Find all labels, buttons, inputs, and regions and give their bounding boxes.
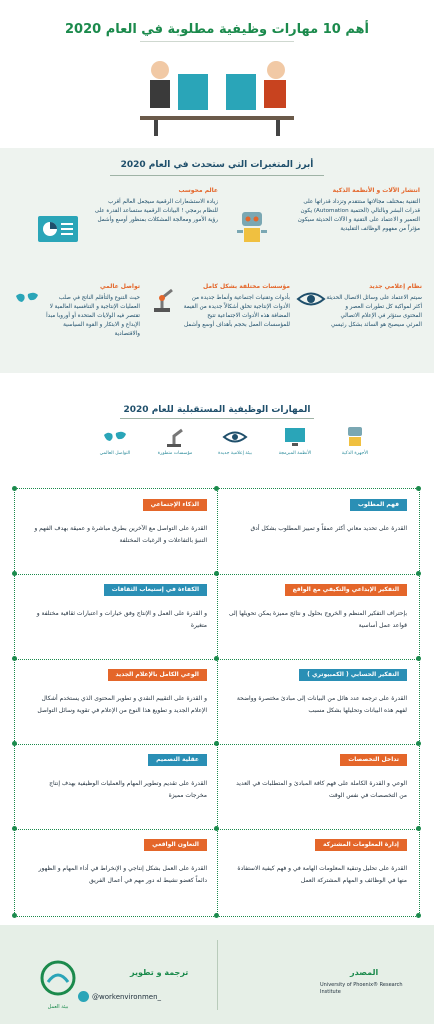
trend-global-connectivity bbox=[40, 282, 140, 339]
mini-icon-label: مؤسسات متطورة bbox=[157, 451, 193, 456]
monitor-icon bbox=[283, 425, 307, 449]
skill-label: إدارة المعلومات المشتركة bbox=[315, 839, 407, 851]
trend-title: نظام إعلامي جديد bbox=[369, 283, 422, 290]
person-left-icon bbox=[151, 61, 169, 79]
brand-logo-text: بيئة العمل bbox=[47, 1004, 69, 1010]
skill-card bbox=[27, 499, 207, 571]
trend-title: تواصل عالمي bbox=[99, 283, 140, 290]
skills-grid bbox=[14, 488, 420, 917]
twitter-handle[interactable]: @workenvironmen_ bbox=[92, 993, 162, 1001]
robot-icon bbox=[344, 425, 366, 449]
skill-label: تداخل التخصصات bbox=[340, 754, 407, 766]
skill-description: القدرة على ترجمة عدد هائل من البيانات إلى مبادئ مختصرة وواضحة لفهم هذه البيانات وتحليلها بشكل مسبب bbox=[236, 695, 407, 714]
trend-text: حيث التنوع والتأقلم الناتج في صلب العمليات الإنتاجية و التنافسية العالمية لا تقتصر فيه الولايات المتحدة أو أوروبا مبدأ الإبداع و الابتكار و القوة السياسية والاقتصادية bbox=[46, 295, 140, 337]
trend-new-media bbox=[326, 282, 422, 330]
robot-arm-icon bbox=[150, 284, 178, 314]
skill-description: القدرة على تقديم وتطوير المهام والعمليات الوظيفية بهدف إنتاج مخرجات مميزة bbox=[49, 780, 207, 799]
skill-description: القدرة على تحديد معاني أكثر عمقاً و تمييز المطلوب بشكل أدق bbox=[250, 525, 407, 532]
source-label: المصدر bbox=[350, 968, 379, 977]
skills-icon-row bbox=[90, 425, 380, 485]
trends-divider bbox=[110, 175, 324, 176]
trend-title: انتشار الآلات و الأنظمة الذكية bbox=[332, 187, 420, 194]
skill-description: و القدرة على العمل و الإنتاج وفق خيارات و اعتبارات ثقافية مختلفة و متغيرة bbox=[36, 610, 207, 629]
twitter-icon bbox=[78, 991, 89, 1002]
world-map-icon bbox=[14, 290, 40, 306]
grid-divider bbox=[217, 489, 218, 916]
trend-smart-machines bbox=[288, 186, 420, 234]
skill-description: الوعي و القدرة الكاملة على فهم كافة المبادئ و المتطلبات في العديد من التخصصات في نفس الوقت bbox=[236, 780, 407, 799]
skill-description: و القدرة على التقييم النقدي و تطوير المحتوى الذي يستخدم أشكال الإعلام الجديد و تطويع هذا النوع من الإعلام في تقوية وسائل التواصل bbox=[37, 695, 207, 714]
desk-icon bbox=[140, 116, 294, 120]
mini-icon-global bbox=[90, 425, 140, 456]
title-divider bbox=[140, 41, 294, 42]
skill-card bbox=[27, 754, 207, 826]
translation-label: ترجمة و تطوير bbox=[130, 968, 189, 977]
skill-card bbox=[27, 839, 207, 911]
skill-label: الذكاء الإجتماعي bbox=[143, 499, 207, 511]
trend-title: عالم محوسب bbox=[178, 187, 218, 194]
skills-divider bbox=[120, 418, 314, 419]
mini-icon-new-media bbox=[210, 425, 260, 456]
skill-card bbox=[227, 754, 407, 826]
skill-description: القدرة على العمل بشكل إنتاجي و الإنخراط في أداء المهام و الظهور دائماً كعضو نشيط له دور مهم في أعمال الفريق bbox=[38, 865, 207, 884]
brand-logo bbox=[40, 960, 76, 996]
skill-description: بإحتراف التفكير المنظم و الخروج بحلول و نتائج مميزة يمكن تحويلها إلى قواعد عمل أساسية bbox=[228, 610, 407, 629]
skill-label: فهم المطلوب bbox=[350, 499, 407, 511]
trend-text: بأدوات وتقنيات اجتماعية وأنماط جديدة من الأدوات الإنتاجية تخلق أشكالاً جديدة من القيمة المضافة هذه الأدوات الاجتماعية تتيح للمؤسسات العمل بحجم بأهداف أوسع وأشمل bbox=[183, 295, 290, 328]
world-map-icon bbox=[102, 425, 128, 449]
skill-description: القدرة على تحليل وتنقية المعلومات الهامة في و فهم كيفية الاستفادة منها في الوظائف و المهام المشتركة العمل bbox=[237, 865, 407, 884]
skill-label: الكفاءة في إستيعاب الثقافات bbox=[104, 584, 207, 596]
mini-icon-label: الأنظمة المبرمجة bbox=[278, 451, 312, 456]
mini-icon-label: الأجهزة الذكية bbox=[341, 451, 369, 456]
trends-section bbox=[0, 148, 434, 373]
skill-card bbox=[27, 584, 207, 656]
mini-icon-label: بيئة إعلامية جديدة bbox=[218, 451, 252, 456]
skill-label: التفكير الإبداعي والتكيفي مع الواقع bbox=[285, 584, 407, 596]
trend-new-organizations bbox=[180, 282, 290, 330]
skill-label: التفكير الحسابي ( الكمبيوتري ) bbox=[299, 669, 407, 681]
robot-arm-icon bbox=[163, 425, 187, 449]
person-right-icon bbox=[267, 61, 285, 79]
skill-label: عقلية التصميم bbox=[148, 754, 207, 766]
skill-card bbox=[227, 839, 407, 911]
mini-icon-label: التواصل العالمي bbox=[99, 451, 131, 456]
monitor-icon bbox=[226, 74, 256, 110]
monitor-icon bbox=[178, 74, 208, 110]
skills-title: المهارات الوظيفية المستقبلية للعام 2020 bbox=[123, 405, 311, 415]
page-title: أهم 10 مهارات وظيفية مطلوبة في العام 2020 bbox=[64, 22, 370, 37]
trend-title: مؤسسات مختلفة بشكل كامل bbox=[203, 283, 290, 290]
trend-text: زيادة الاستشعارات الرقمية سيجعل العالم أقرب للنظام برمجي ! البيانات الرقمية ستساعد القدرة على رؤية الأمور ومعالجة المشكلات بمنظور أوسع وأشمل bbox=[94, 199, 218, 223]
skill-card bbox=[227, 584, 407, 656]
skill-label: الوعي الكامل بالإعلام الجديد bbox=[108, 669, 207, 681]
trend-text: التقنية بمختلف مجالاتها ستتقدم وتزداد قدراتها على قدرات البشر وبالتالي (الحتمية Automation) يكون التعمير و الاعتماد على التقنية و الآلات الحديثة سيكون مؤثراً من مفهوم الوظائف التقليدية bbox=[297, 199, 420, 232]
eye-icon bbox=[222, 425, 248, 449]
skill-card bbox=[27, 669, 207, 741]
trends-title: أبرز المتغيرات التي ستحدث في العام 2020 bbox=[120, 160, 314, 170]
hero-illustration bbox=[130, 46, 304, 140]
mini-icon-organizations bbox=[150, 425, 200, 456]
source-organization: University of Phoenix® Research Institute bbox=[320, 982, 403, 995]
trend-computational-world bbox=[92, 186, 218, 225]
robot-icon bbox=[234, 208, 270, 248]
skill-card bbox=[227, 669, 407, 741]
dashboard-icon bbox=[36, 214, 80, 248]
skill-description: القدرة على التواصل مع الآخرين بطرق مباشرة و عميقة بهدف الفهم و التنبؤ بالتفاعلات و الرغبات المختلفة bbox=[34, 525, 207, 544]
mini-icon-smart-devices bbox=[330, 425, 380, 456]
eye-icon bbox=[296, 290, 326, 308]
skill-label: التعاون الواقعي bbox=[144, 839, 207, 851]
footer-divider bbox=[217, 940, 218, 1010]
trend-text: سيتم الاعتماد على وسائل الاتصال الحديثة أكثر لمواكبة كل تطورات العصر و المحتوى ستؤثر في الإعلام الاتصالي المرئي سيصبح هو السائد بشكل رئيسي bbox=[326, 295, 422, 328]
mini-icon-programmed-systems bbox=[270, 425, 320, 456]
skill-card bbox=[227, 499, 407, 571]
